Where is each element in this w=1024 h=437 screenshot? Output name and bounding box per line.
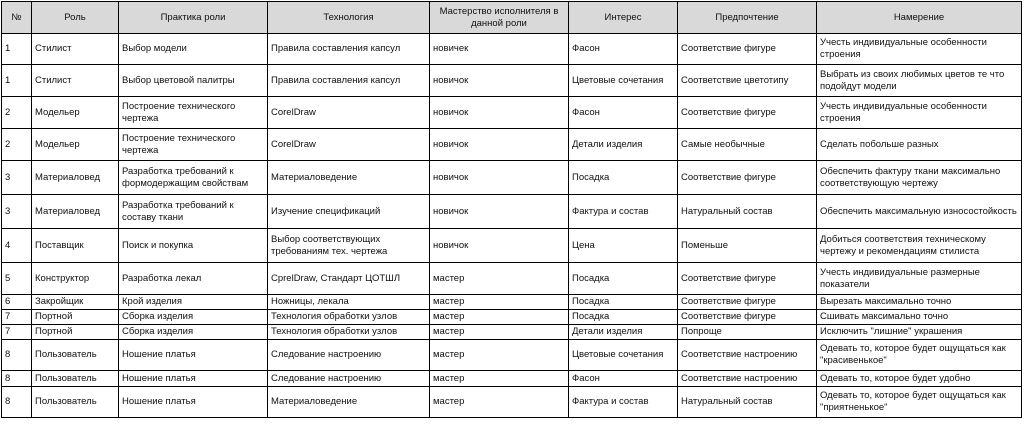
header-cell-role: Роль xyxy=(32,2,119,34)
cell-intention: Одевать то, которое будет ощущаться как "красивенькое" xyxy=(817,340,1022,371)
cell-preference: Соответствие фигуре xyxy=(678,263,817,295)
cell-practice: Поиск и покупка xyxy=(119,229,268,263)
cell-interest: Фактура и состав xyxy=(569,195,678,229)
table-row xyxy=(2,229,1022,263)
cell-role: Стилист xyxy=(32,34,119,65)
header-cell-number: № xyxy=(2,2,32,34)
cell-practice: Ношение платья xyxy=(119,387,268,418)
cell-practice: Разработка требований к формодержащим свойствам xyxy=(119,161,268,195)
table-row xyxy=(2,65,1022,97)
table-row xyxy=(2,161,1022,195)
cell-role: Стилист xyxy=(32,65,119,97)
cell-technology: CprelDraw, Стандарт ЦОТШЛ xyxy=(268,263,430,295)
cell-mastery: мастер xyxy=(430,263,569,295)
cell-preference: Соответствие цветотипу xyxy=(678,65,817,97)
cell-practice: Сборка изделия xyxy=(119,325,268,340)
cell-intention: Выбрать из своих любимых цветов те что подойдут модели xyxy=(817,65,1022,97)
cell-mastery: мастер xyxy=(430,295,569,310)
cell-preference: Соответствие фигуре xyxy=(678,161,817,195)
cell-role: Портной xyxy=(32,325,119,340)
cell-mastery: новичок xyxy=(430,97,569,129)
cell-interest: Фактура и состав xyxy=(569,387,678,418)
cell-practice: Выбор цветовой палитры xyxy=(119,65,268,97)
cell-intention: Исключить "лишние" украшения xyxy=(817,325,1022,340)
table-row xyxy=(2,34,1022,65)
cell-interest: Посадка xyxy=(569,310,678,325)
roles-table xyxy=(1,1,1022,418)
header-cell-intention: Намерение xyxy=(817,2,1022,34)
cell-preference: Соответствие фигуре xyxy=(678,97,817,129)
cell-intention: Одевать то, которое будет ощущаться как "приятненькое" xyxy=(817,387,1022,418)
cell-mastery: мастер xyxy=(430,325,569,340)
cell-number: 3 xyxy=(2,195,32,229)
cell-preference: Соответствие фигуре xyxy=(678,310,817,325)
table-row xyxy=(2,310,1022,325)
cell-preference: Поменьше xyxy=(678,229,817,263)
cell-preference: Соответствие фигуре xyxy=(678,295,817,310)
table-row xyxy=(2,195,1022,229)
cell-practice: Ношение платья xyxy=(119,371,268,387)
cell-number: 2 xyxy=(2,129,32,161)
cell-interest: Фасон xyxy=(569,371,678,387)
cell-practice: Разработка требований к составу ткани xyxy=(119,195,268,229)
cell-mastery: мастер xyxy=(430,371,569,387)
cell-intention: Обеспечить максимальную износостойкость xyxy=(817,195,1022,229)
cell-intention: Учесть индивидуальные особенности строения xyxy=(817,34,1022,65)
cell-interest: Цена xyxy=(569,229,678,263)
cell-practice: Ношение платья xyxy=(119,340,268,371)
cell-mastery: новичек xyxy=(430,34,569,65)
header-cell-technology: Технология xyxy=(268,2,430,34)
cell-mastery: новичок xyxy=(430,229,569,263)
cell-preference: Соответствие настроению xyxy=(678,340,817,371)
cell-intention: Учесть индивидуальные особенности строения xyxy=(817,97,1022,129)
cell-technology: Следование настроению xyxy=(268,340,430,371)
cell-technology: CorelDraw xyxy=(268,129,430,161)
cell-interest: Детали изделия xyxy=(569,325,678,340)
cell-mastery: мастер xyxy=(430,387,569,418)
cell-mastery: новичок xyxy=(430,161,569,195)
table-row xyxy=(2,340,1022,371)
cell-interest: Детали изделия xyxy=(569,129,678,161)
header-cell-mastery: Мастерство исполнителя в данной роли xyxy=(430,2,569,34)
cell-role: Материаловед xyxy=(32,161,119,195)
cell-number: 8 xyxy=(2,371,32,387)
cell-preference: Натуральный состав xyxy=(678,387,817,418)
cell-intention: Обеспечить фактуру ткани максимально соответствующую чертежу xyxy=(817,161,1022,195)
cell-number: 4 xyxy=(2,229,32,263)
cell-number: 7 xyxy=(2,325,32,340)
cell-technology: Следование настроению xyxy=(268,371,430,387)
cell-technology: CorelDraw xyxy=(268,97,430,129)
cell-number: 2 xyxy=(2,97,32,129)
cell-technology: Материаловедение xyxy=(268,161,430,195)
cell-interest: Цветовые сочетания xyxy=(569,340,678,371)
table-row xyxy=(2,371,1022,387)
cell-preference: Самые необычные xyxy=(678,129,817,161)
table-row xyxy=(2,97,1022,129)
cell-technology: Выбор соответствующих требованиям тех. чертежа xyxy=(268,229,430,263)
header-row xyxy=(2,2,1022,34)
table-row xyxy=(2,387,1022,418)
cell-practice: Построение технического чертежа xyxy=(119,129,268,161)
header-cell-practice: Практика роли xyxy=(119,2,268,34)
cell-intention: Добиться соответствия техническому чертежу и рекомендациям стилиста xyxy=(817,229,1022,263)
cell-intention: Сделать побольше разных xyxy=(817,129,1022,161)
cell-mastery: новичок xyxy=(430,195,569,229)
cell-interest: Посадка xyxy=(569,263,678,295)
cell-role: Модельер xyxy=(32,129,119,161)
cell-preference: Соответствие настроению xyxy=(678,371,817,387)
cell-technology: Изучение спецификаций xyxy=(268,195,430,229)
cell-mastery: мастер xyxy=(430,340,569,371)
cell-role: Материаловед xyxy=(32,195,119,229)
cell-intention: Сшивать максимально точно xyxy=(817,310,1022,325)
cell-practice: Сборка изделия xyxy=(119,310,268,325)
cell-technology: Технология обработки узлов xyxy=(268,325,430,340)
cell-interest: Посадка xyxy=(569,161,678,195)
cell-preference: Попроще xyxy=(678,325,817,340)
cell-preference: Натуральный состав xyxy=(678,195,817,229)
cell-interest: Цветовые сочетания xyxy=(569,65,678,97)
cell-role: Пользователь xyxy=(32,387,119,418)
cell-technology: Правила составления капсул xyxy=(268,34,430,65)
cell-technology: Ножницы, лекала xyxy=(268,295,430,310)
roles-table-container xyxy=(1,1,1022,418)
cell-intention: Учесть индивидуальные размерные показатели xyxy=(817,263,1022,295)
cell-number: 7 xyxy=(2,310,32,325)
cell-role: Модельер xyxy=(32,97,119,129)
table-row xyxy=(2,263,1022,295)
cell-technology: Материаловедение xyxy=(268,387,430,418)
cell-interest: Фасон xyxy=(569,97,678,129)
cell-number: 5 xyxy=(2,263,32,295)
header-cell-preference: Предпочтение xyxy=(678,2,817,34)
cell-practice: Выбор модели xyxy=(119,34,268,65)
cell-practice: Разработка лекал xyxy=(119,263,268,295)
cell-role: Конструктор xyxy=(32,263,119,295)
cell-number: 1 xyxy=(2,34,32,65)
cell-role: Портной xyxy=(32,310,119,325)
cell-practice: Крой изделия xyxy=(119,295,268,310)
cell-role: Пользователь xyxy=(32,340,119,371)
cell-intention: Вырезать максимально точно xyxy=(817,295,1022,310)
cell-number: 3 xyxy=(2,161,32,195)
cell-preference: Соответствие фигуре xyxy=(678,34,817,65)
cell-mastery: мастер xyxy=(430,310,569,325)
cell-role: Поставщик xyxy=(32,229,119,263)
cell-technology: Правила составления капсул xyxy=(268,65,430,97)
cell-interest: Посадка xyxy=(569,295,678,310)
header-cell-interest: Интерес xyxy=(569,2,678,34)
cell-technology: Технология обработки узлов xyxy=(268,310,430,325)
cell-number: 8 xyxy=(2,340,32,371)
table-row xyxy=(2,129,1022,161)
table-row xyxy=(2,325,1022,340)
cell-number: 1 xyxy=(2,65,32,97)
cell-mastery: новичок xyxy=(430,65,569,97)
cell-practice: Построение технического чертежа xyxy=(119,97,268,129)
cell-mastery: новичок xyxy=(430,129,569,161)
cell-role: Закройщик xyxy=(32,295,119,310)
cell-interest: Фасон xyxy=(569,34,678,65)
table-row xyxy=(2,295,1022,310)
cell-number: 8 xyxy=(2,387,32,418)
cell-role: Пользователь xyxy=(32,371,119,387)
cell-intention: Одевать то, которое будет удобно xyxy=(817,371,1022,387)
cell-number: 6 xyxy=(2,295,32,310)
